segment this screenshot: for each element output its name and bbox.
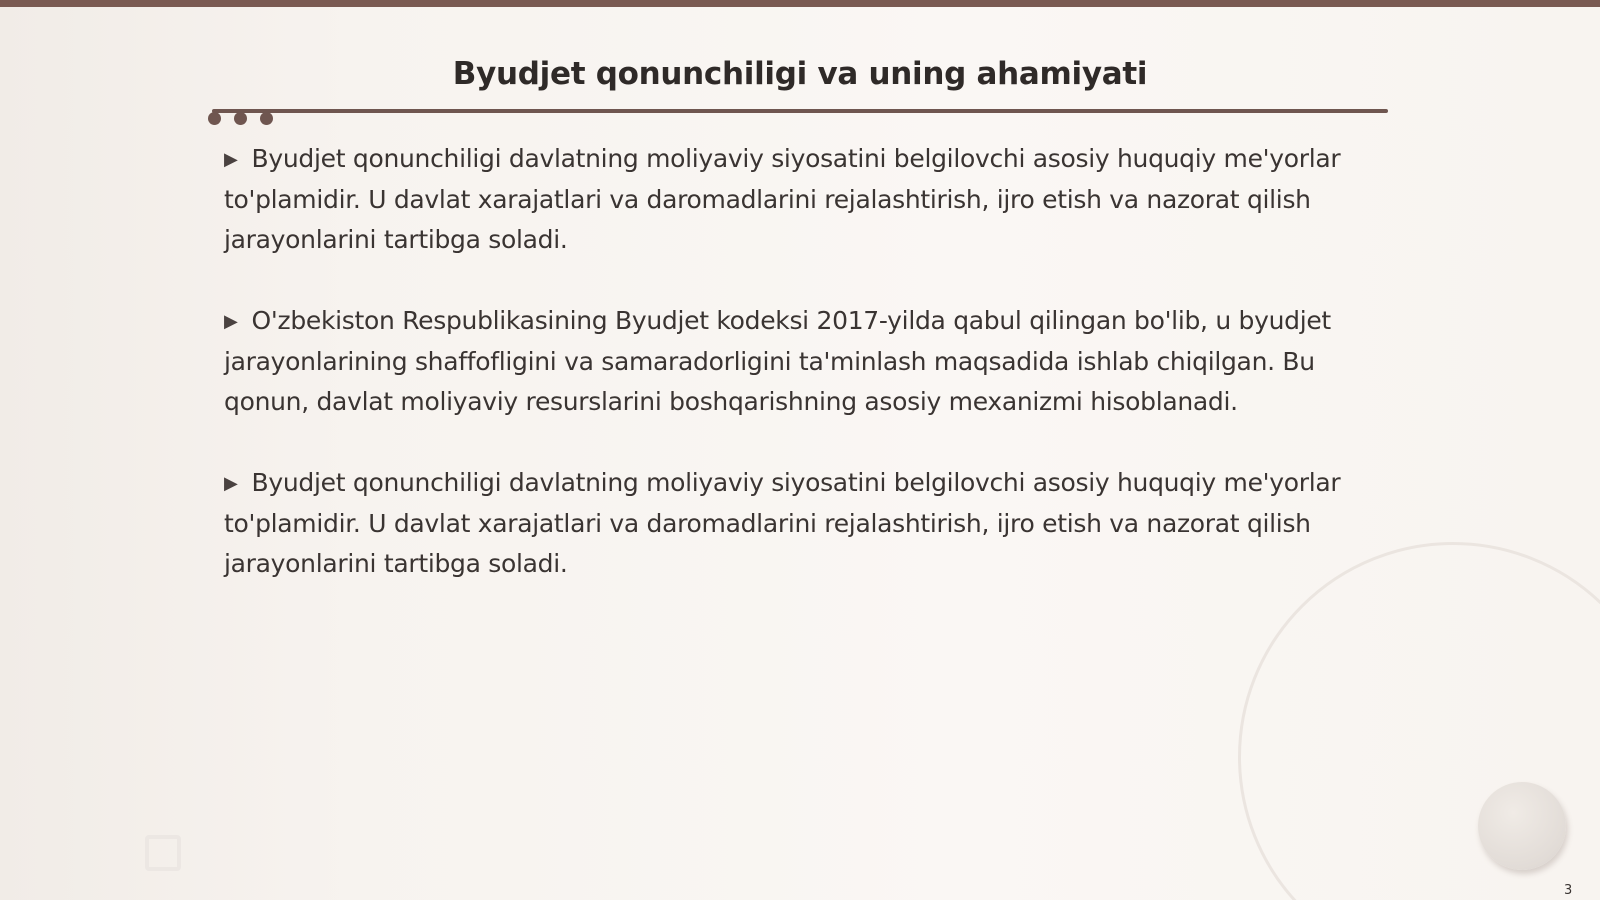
decorative-square (145, 835, 181, 871)
bullet-text: O'zbekiston Respublikasining Byudjet kodeksi 2017-yilda qabul qilingan bo'lib, u byudjet jarayonlarining shaffofligini va samaradorligini ta'minlash maqsadida ishlab chiqilgan. Bu qonun, davlat moliyaviy resurslarini boshqarishning asosiy mexanizmi hisoblanadi. (224, 306, 1331, 416)
decorative-dot (208, 112, 221, 125)
bullet-arrow-icon: ▶ (224, 473, 238, 494)
decorative-circle (1478, 782, 1566, 870)
bullet-item (224, 139, 1394, 260)
decorative-dot (260, 112, 273, 125)
bullet-text: Byudjet qonunchiligi davlatning moliyaviy siyosatini belgilovchi asosiy huquqiy me'yorlar to'plamidir. U davlat xarajatlari va daromadlarini rejalashtirish, ijro etish va nazorat qilish jarayonlarini tartibga soladi. (224, 468, 1341, 578)
bullet-arrow-icon: ▶ (224, 311, 238, 332)
bullet-item (224, 301, 1394, 422)
title-underline (212, 109, 1388, 113)
page-number: 3 (1564, 883, 1573, 898)
top-accent-bar (0, 0, 1600, 7)
bullet-arrow-icon: ▶ (224, 149, 238, 170)
bullet-item (224, 463, 1394, 584)
slide-title: Byudjet qonunchiligi va uning ahamiyati (452, 56, 1148, 92)
decorative-dot (234, 112, 247, 125)
bullet-list (224, 139, 1394, 625)
bullet-text: Byudjet qonunchiligi davlatning moliyaviy siyosatini belgilovchi asosiy huquqiy me'yorlar to'plamidir. U davlat xarajatlari va daromadlarini rejalashtirish, ijro etish va nazorat qilish jarayonlarini tartibga soladi. (224, 144, 1341, 254)
